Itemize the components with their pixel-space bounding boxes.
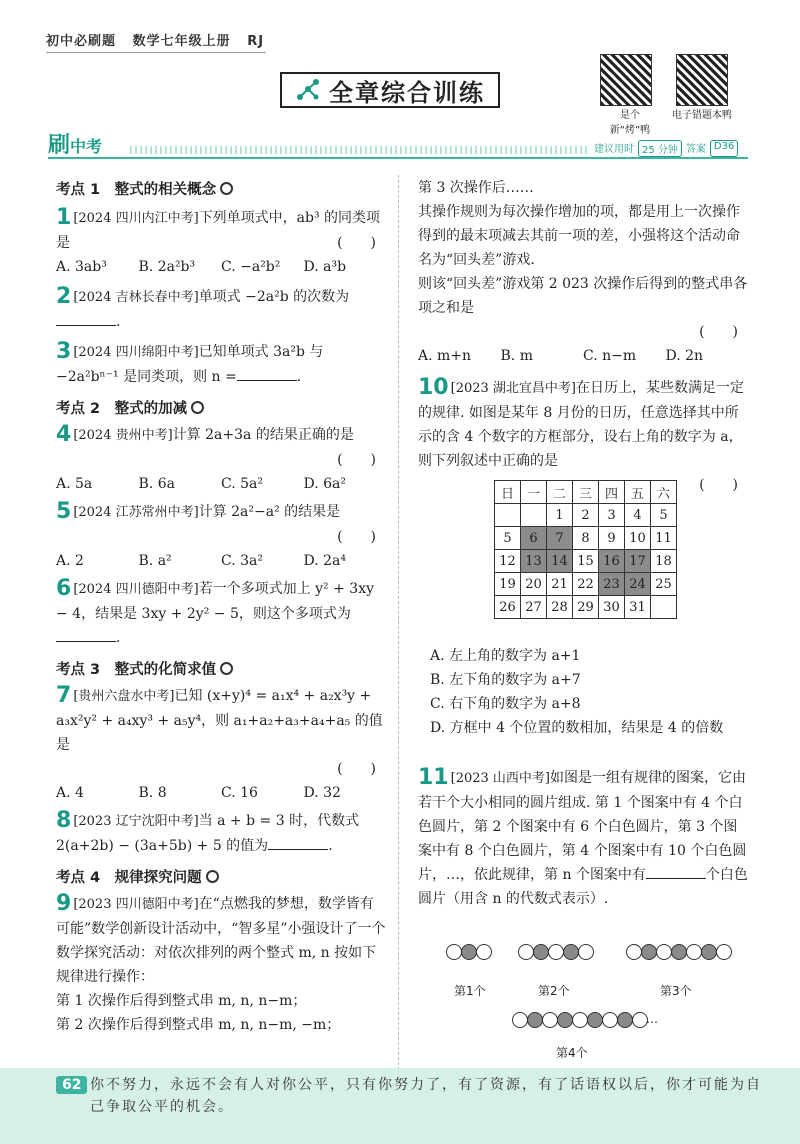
options bbox=[56, 472, 386, 496]
qr-code-icon[interactable] bbox=[676, 54, 728, 106]
question-number: 6 bbox=[56, 576, 72, 601]
option-b[interactable]: B. 8 bbox=[138, 785, 167, 801]
calendar-day bbox=[651, 596, 677, 619]
question-source: [2023 山西中考] bbox=[450, 771, 550, 786]
page-title: 全章综合训练 bbox=[329, 78, 485, 107]
option-d[interactable]: D. 32 bbox=[303, 785, 341, 801]
calendar-day: 18 bbox=[651, 550, 677, 573]
page-number: 62 bbox=[56, 1076, 87, 1094]
header-rule bbox=[46, 52, 266, 53]
footer-quote: 你不努力，永远不会有人对你公平，只有你努力了，有了资源，有了话语权以后，你才可能为自己争取公平的机会。 bbox=[90, 1077, 762, 1115]
option-d[interactable]: D. 6a² bbox=[303, 476, 346, 492]
calendar-day: 31 bbox=[625, 596, 651, 619]
pattern-2-caption: 第2个 bbox=[538, 984, 570, 998]
calendar-day: 23 bbox=[599, 573, 625, 596]
question-end: . bbox=[296, 369, 302, 385]
pattern-1-caption: 第1个 bbox=[454, 984, 486, 998]
question-3 bbox=[56, 340, 386, 389]
section-heading-1: 考点 1 整式的相关概念 bbox=[56, 178, 386, 202]
question-source: [2024 四川内江中考] bbox=[73, 211, 199, 226]
option-c[interactable]: C. 16 bbox=[221, 785, 258, 801]
question-9-ask: 则该“回头差”游戏第 2 023 次操作后得到的整式串各项之和是 bbox=[418, 276, 748, 316]
calendar-weekday: 日 bbox=[495, 481, 521, 504]
answer-blank[interactable] bbox=[56, 628, 116, 642]
question-text: 已知单项式 3a²b 与 −2a²bⁿ⁻¹ 是同类项，则 n = bbox=[56, 344, 324, 385]
question-source: [2023 四川德阳中考] bbox=[73, 897, 199, 912]
question-text: 在“点燃我的梦想，数学皆有可能”数学创新设计活动中，“智多星”小强设计了一个数学探究活动：对依次排列的两个整式 m, n 按如下规律进行操作： bbox=[56, 896, 386, 985]
subject-name: 数学七年级上册 bbox=[132, 34, 231, 49]
pattern-4 bbox=[512, 1012, 647, 1028]
qr1-caption: 是个新“烤”鸭 bbox=[609, 110, 651, 136]
qr-code-icon[interactable] bbox=[600, 54, 652, 106]
question-number: 9 bbox=[56, 891, 72, 916]
option-c[interactable]: C. 5a² bbox=[221, 476, 263, 492]
option-b[interactable]: B. 左下角的数字为 a+7 bbox=[430, 672, 581, 688]
left-column bbox=[56, 178, 386, 1037]
question-text: 已知 (x+y)⁴ = a₁x⁴ + a₂x³y + a₃x²y² + a₄xy³ + a₅y⁴，则 a₁+a₂+a₃+a₄+a₅ 的值是 bbox=[56, 688, 383, 753]
time-label: 建议用时 bbox=[594, 144, 634, 155]
question-source: [2023 湖北宜昌中考] bbox=[450, 381, 576, 396]
question-number: 5 bbox=[56, 499, 72, 524]
series-name: 初中必刷题 bbox=[46, 34, 117, 49]
calendar-day: 26 bbox=[495, 596, 521, 619]
calendar-day: 14 bbox=[547, 550, 573, 573]
calendar-weekday: 五 bbox=[625, 481, 651, 504]
question-number: 3 bbox=[56, 339, 72, 364]
question-6 bbox=[56, 577, 386, 650]
question-5 bbox=[56, 500, 386, 573]
answer-blank[interactable] bbox=[56, 312, 116, 326]
question-1 bbox=[56, 206, 386, 279]
band-info bbox=[594, 140, 738, 157]
calendar-day: 10 bbox=[625, 527, 651, 550]
circle-chain bbox=[626, 944, 731, 960]
qr-block-2[interactable] bbox=[670, 54, 734, 121]
circle-chain bbox=[512, 1012, 647, 1028]
calendar-day: 7 bbox=[547, 527, 573, 550]
time-value: 25 分钟 bbox=[638, 140, 682, 157]
calendar-day: 27 bbox=[521, 596, 547, 619]
question-number: 4 bbox=[56, 422, 72, 447]
calendar-day: 8 bbox=[573, 527, 599, 550]
calendar-day: 22 bbox=[573, 573, 599, 596]
pattern-2 bbox=[518, 944, 593, 960]
question-number: 8 bbox=[56, 808, 72, 833]
question-text: 下列单项式中，ab³ 的同类项是 bbox=[56, 210, 381, 251]
question-4 bbox=[56, 423, 386, 496]
calendar-day: 13 bbox=[521, 550, 547, 573]
pattern-ellipsis: … bbox=[646, 1012, 658, 1026]
question-text: 当 a + b = 3 时，代数式 2(a+2b) − (3a+5b) + 5 的值为 bbox=[56, 813, 360, 854]
circle-chain bbox=[518, 944, 593, 960]
option-c[interactable]: C. −a²b² bbox=[221, 259, 281, 275]
option-a[interactable]: A. m+n bbox=[418, 348, 472, 364]
question-number: 7 bbox=[56, 683, 72, 708]
band-logo bbox=[48, 128, 102, 159]
calendar-day: 5 bbox=[651, 504, 677, 527]
calendar-day: 6 bbox=[521, 527, 547, 550]
answer-paren: ( ) bbox=[337, 235, 376, 251]
calendar-day bbox=[521, 504, 547, 527]
answer-paren: ( ) bbox=[337, 529, 376, 545]
question-source: [2024 四川德阳中考] bbox=[73, 582, 199, 597]
target-icon bbox=[220, 662, 233, 675]
answer-label: 答案 bbox=[685, 144, 706, 155]
calendar-day: 20 bbox=[521, 573, 547, 596]
option-b[interactable]: B. 6a bbox=[138, 476, 175, 492]
question-11 bbox=[418, 766, 748, 911]
target-icon bbox=[191, 401, 204, 414]
band-logo-sub: 中考 bbox=[70, 137, 103, 156]
qr2-caption: 电子错题本鸭 bbox=[672, 110, 732, 121]
question-source: [2023 辽宁沈阳中考] bbox=[73, 814, 199, 829]
calendar-day: 1 bbox=[547, 504, 573, 527]
band-logo-main: 刷 bbox=[48, 133, 71, 158]
calendar-day: 24 bbox=[625, 573, 651, 596]
question-source: [2024 江苏常州中考] bbox=[73, 505, 199, 520]
answer-paren: ( ) bbox=[337, 452, 376, 468]
calendar-day bbox=[495, 504, 521, 527]
calendar-day: 28 bbox=[547, 596, 573, 619]
section-heading-4: 考点 4 规律探究问题 bbox=[56, 866, 386, 890]
calendar-day: 30 bbox=[599, 596, 625, 619]
answer-paren: ( ) bbox=[699, 477, 738, 493]
question-10-options bbox=[430, 644, 748, 740]
calendar-day: 25 bbox=[651, 573, 677, 596]
calendar-weekday: 六 bbox=[651, 481, 677, 504]
question-text: 在日历上，某些数满足一定的规律. 如图是某年 8 月份的日历，任意选择其中所示的含 4 个数字的方框部分，设右上角的数字为 a，则下列叙述中正确的是 bbox=[418, 380, 744, 469]
option-a[interactable]: A. 4 bbox=[56, 785, 84, 801]
answer-blank[interactable] bbox=[646, 865, 706, 879]
question-9 bbox=[56, 892, 386, 1037]
question-text: 单项式 −2a²b 的次数为 bbox=[198, 289, 350, 305]
answer-blank[interactable] bbox=[268, 836, 328, 850]
calendar-day: 9 bbox=[599, 527, 625, 550]
calendar-day: 15 bbox=[573, 550, 599, 573]
calendar-day: 11 bbox=[651, 527, 677, 550]
question-end: . bbox=[116, 630, 121, 646]
question-source: [2024 贵州中考] bbox=[73, 428, 173, 443]
edition-label: RJ bbox=[247, 34, 265, 49]
options bbox=[56, 781, 386, 805]
calendar-day: 17 bbox=[625, 550, 651, 573]
answer-page: D36 bbox=[710, 140, 738, 157]
answer-paren: ( ) bbox=[337, 761, 376, 777]
question-source: [2024 吉林长春中考] bbox=[73, 290, 199, 305]
band-decoration bbox=[130, 146, 590, 154]
chapter-title-box bbox=[280, 72, 500, 108]
options bbox=[56, 255, 386, 279]
calendar-day: 4 bbox=[625, 504, 651, 527]
options bbox=[418, 344, 748, 368]
calendar-day: 21 bbox=[547, 573, 573, 596]
option-c[interactable]: C. 3a² bbox=[221, 553, 263, 569]
pattern-3-caption: 第3个 bbox=[660, 984, 692, 998]
option-a[interactable]: A. 5a bbox=[56, 476, 93, 492]
question-end: . bbox=[328, 838, 333, 854]
question-10 bbox=[418, 376, 748, 497]
question-source: [贵州六盘水中考] bbox=[73, 689, 175, 704]
question-source: [2024 四川绵阳中考] bbox=[73, 345, 199, 360]
right-column bbox=[418, 176, 748, 497]
circle-chain bbox=[446, 944, 491, 960]
question-text-2: 个白色圆片（用含 n 的代数式表示）. bbox=[418, 867, 748, 907]
calendar-day: 16 bbox=[599, 550, 625, 573]
question-text: 若一个多项式加上 y² + 3xy − 4，结果是 3xy + 2y² − 5，则这个多项式为 bbox=[56, 581, 375, 622]
calendar-header-row bbox=[495, 481, 677, 504]
column-divider bbox=[398, 175, 399, 1075]
calendar-day: 12 bbox=[495, 550, 521, 573]
calendar-day: 29 bbox=[573, 596, 599, 619]
option-c[interactable]: C. n−m bbox=[583, 348, 637, 364]
question-number: 2 bbox=[56, 284, 72, 309]
calendar-row bbox=[495, 527, 677, 550]
question-2 bbox=[56, 285, 386, 334]
question-7 bbox=[56, 684, 386, 805]
option-d[interactable]: D. a³b bbox=[303, 259, 347, 275]
pattern-4-caption: 第4个 bbox=[556, 1046, 588, 1060]
question-number: 10 bbox=[418, 375, 449, 400]
calendar-row bbox=[495, 573, 677, 596]
option-b[interactable]: B. a² bbox=[138, 553, 172, 569]
section-heading-3: 考点 3 整式的化简求值 bbox=[56, 658, 386, 682]
target-icon bbox=[220, 182, 233, 195]
calendar-weekday: 二 bbox=[547, 481, 573, 504]
question-text: 如图是一组有规律的图案，它由若干个大小相同的圆片组成. 第 1 个图案中有 4 个白色圆片，第 2 个图案中有 6 个白色圆片，第 3 个图案中有 8 个白色圆片，第 4 个图案中有 10 个白色圆片，…，依此规律，第 n 个图案中有 bbox=[418, 770, 747, 883]
calendar-day: 2 bbox=[573, 504, 599, 527]
option-a[interactable]: A. 左上角的数字为 a+1 bbox=[430, 648, 581, 664]
operation-2: 第 2 次操作后得到整式串 m, n, n−m, −m； bbox=[56, 1017, 341, 1033]
option-b[interactable]: B. m bbox=[500, 348, 533, 364]
calendar-row bbox=[495, 550, 677, 573]
option-c[interactable]: C. 右下角的数字为 a+8 bbox=[430, 696, 581, 712]
options bbox=[56, 549, 386, 573]
running-header bbox=[46, 30, 264, 49]
qr-block-1[interactable] bbox=[600, 54, 660, 136]
calendar-day: 3 bbox=[599, 504, 625, 527]
calendar-row bbox=[495, 596, 677, 619]
question-end: . bbox=[116, 314, 121, 330]
question-number: 11 bbox=[418, 765, 449, 790]
operation-1: 第 1 次操作后得到整式串 m, n, n−m； bbox=[56, 993, 307, 1009]
question-number: 1 bbox=[56, 205, 72, 230]
target-icon bbox=[206, 870, 219, 883]
option-a[interactable]: A. 2 bbox=[56, 553, 84, 569]
calendar-weekday: 一 bbox=[521, 481, 547, 504]
section-heading-2: 考点 2 整式的加减 bbox=[56, 397, 386, 421]
calendar-day: 19 bbox=[495, 573, 521, 596]
operation-rule: 其操作规则为每次操作增加的项，都是用上一次操作得到的最末项减去其前一项的差，小强将这个活动命名为“回头差”游戏. bbox=[418, 204, 740, 268]
question-text: 计算 2a²−a² 的结果是 bbox=[198, 504, 341, 520]
pattern-1 bbox=[446, 944, 491, 960]
option-d[interactable]: D. 2n bbox=[665, 348, 704, 364]
option-a[interactable]: A. 3ab³ bbox=[56, 259, 107, 275]
question-8 bbox=[56, 809, 386, 858]
calendar-day: 5 bbox=[495, 527, 521, 550]
calendar-table bbox=[494, 480, 677, 619]
answer-blank[interactable] bbox=[237, 367, 297, 381]
option-d[interactable]: D. 方框中 4 个位置的数相加，结果是 4 的倍数 bbox=[430, 720, 724, 736]
pattern-3 bbox=[626, 944, 731, 960]
question-text: 计算 2a+3a 的结果正确的是 bbox=[172, 427, 354, 443]
calendar-weekday: 四 bbox=[599, 481, 625, 504]
operation-3: 第 3 次操作后…… bbox=[418, 180, 534, 196]
option-d[interactable]: D. 2a⁴ bbox=[303, 553, 346, 569]
calendar-row bbox=[495, 504, 677, 527]
calendar-weekday: 三 bbox=[573, 481, 599, 504]
answer-paren: ( ) bbox=[699, 324, 738, 340]
option-b[interactable]: B. 2a²b³ bbox=[138, 259, 196, 275]
molecule-icon bbox=[295, 77, 321, 103]
